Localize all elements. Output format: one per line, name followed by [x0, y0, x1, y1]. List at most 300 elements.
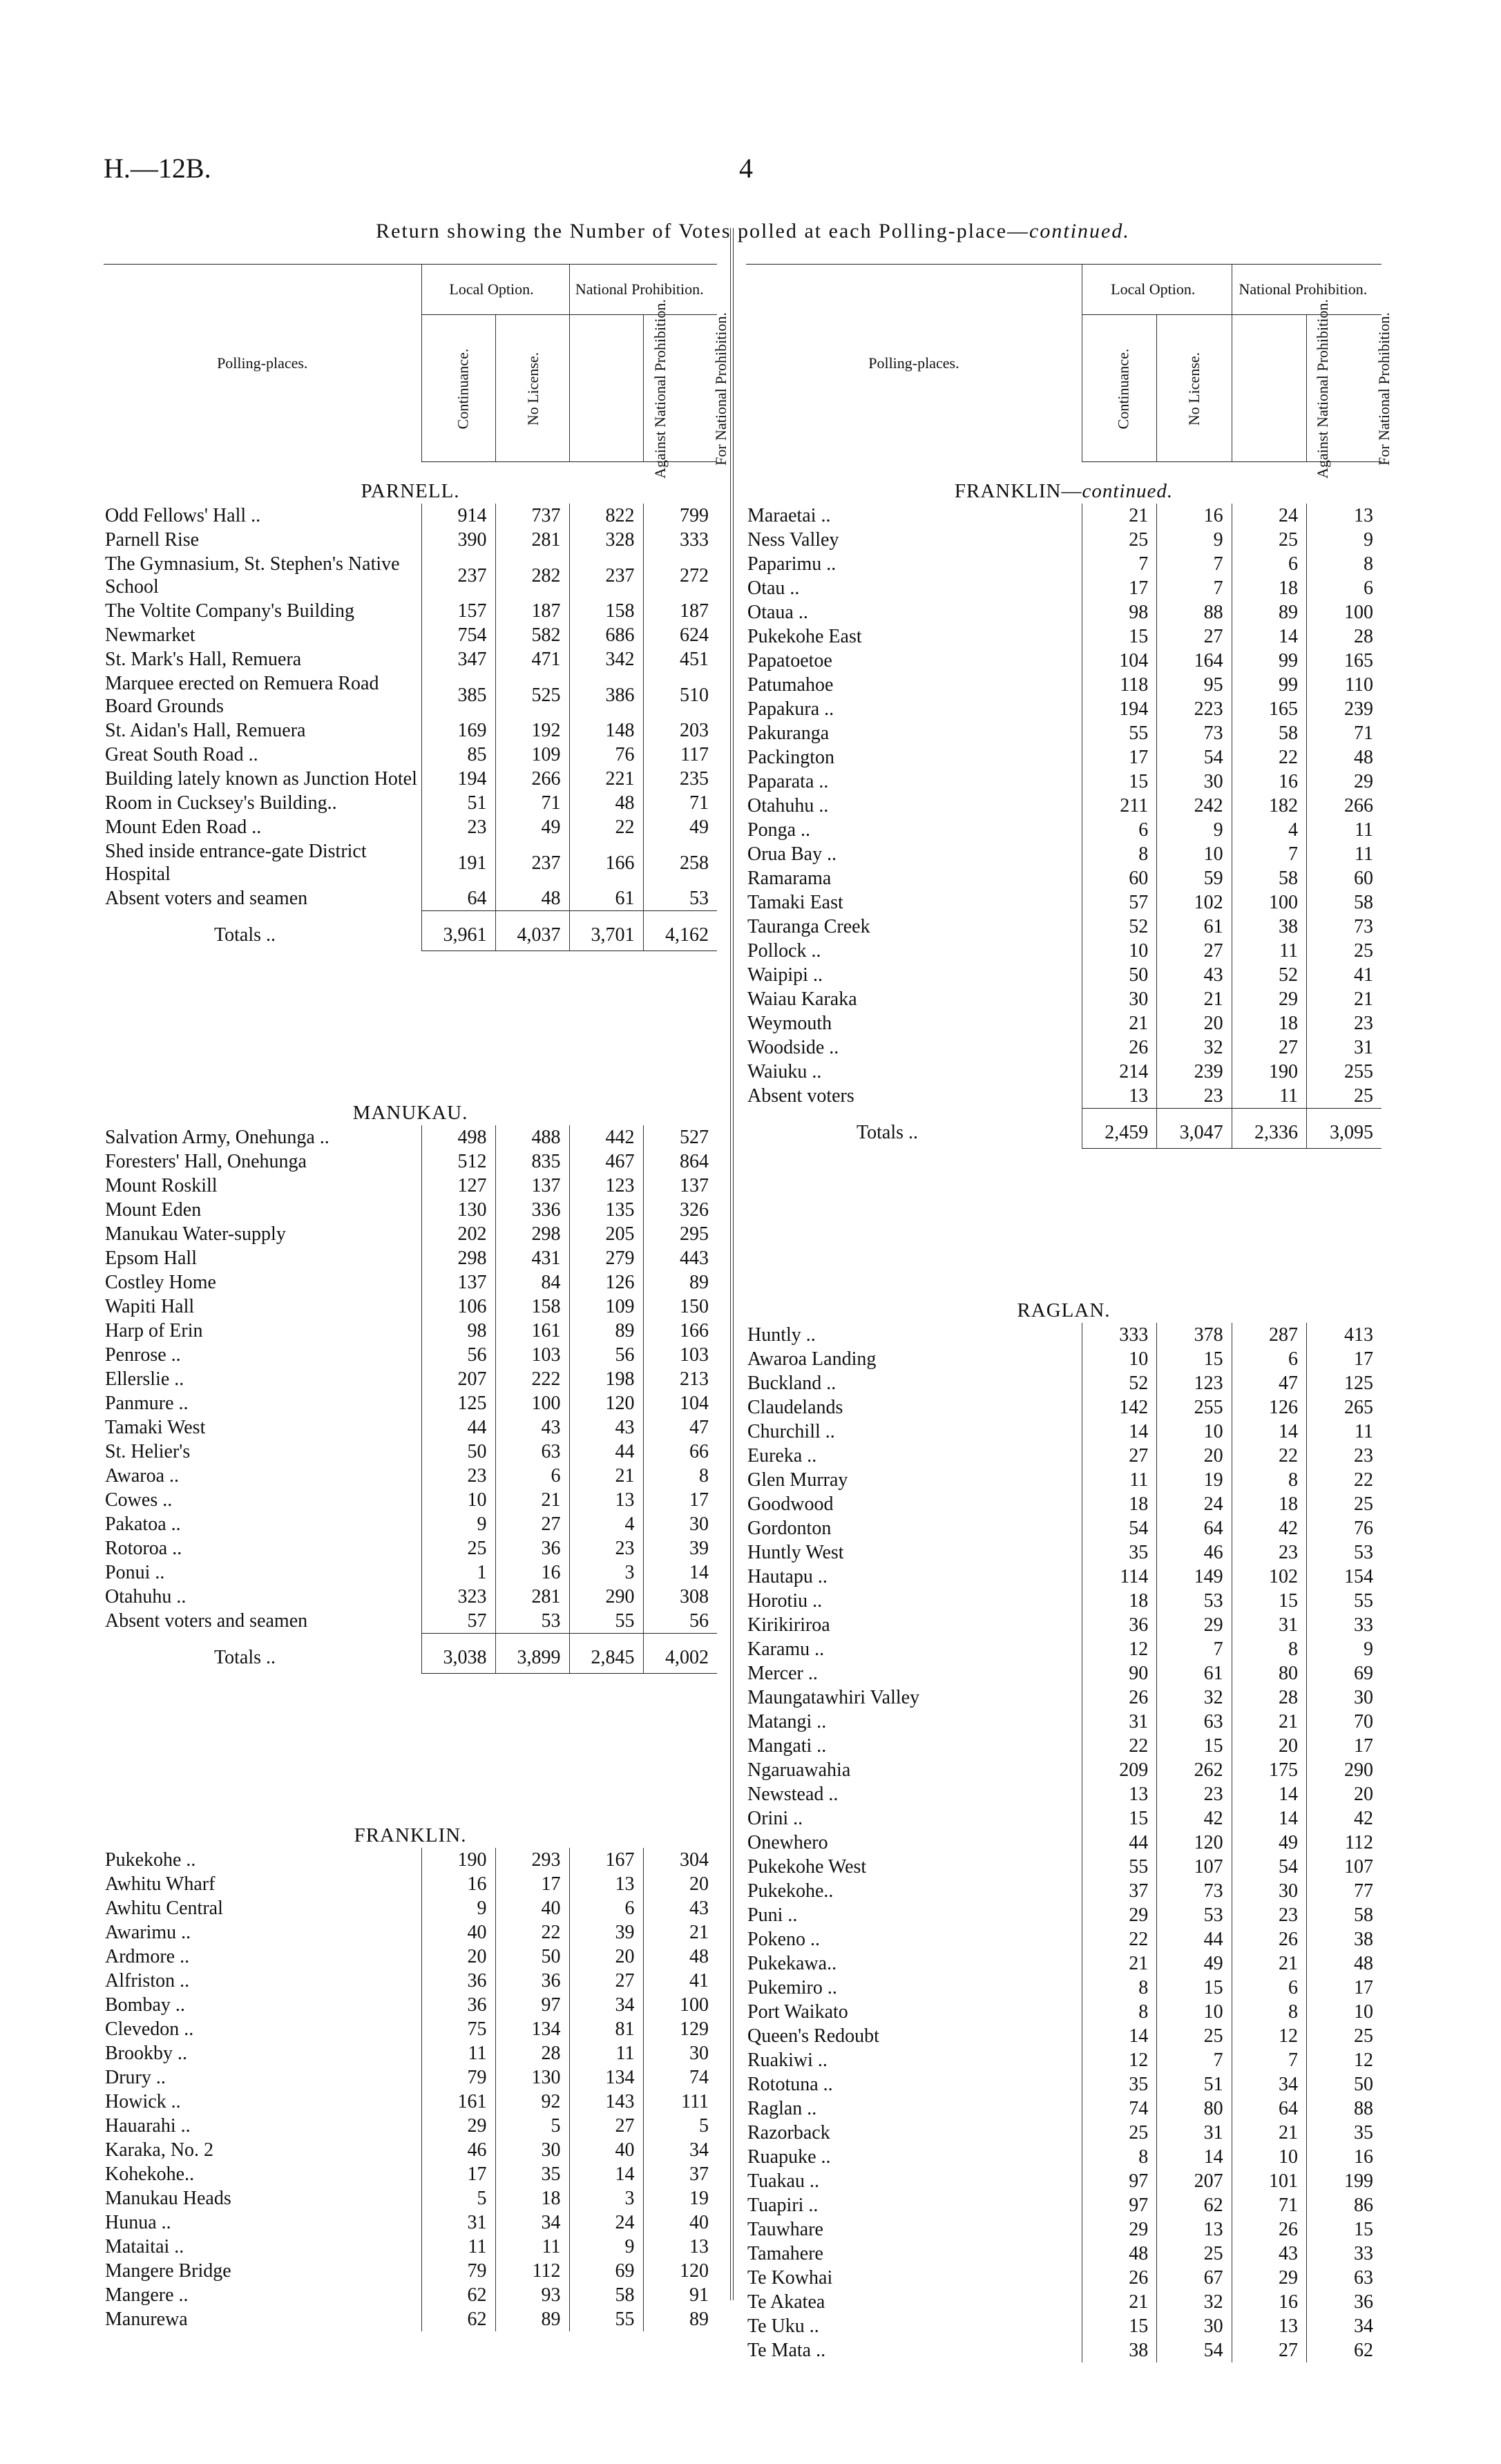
table-row [104, 623, 717, 647]
vote-count: 118 [1082, 673, 1156, 697]
table-row [746, 1734, 1382, 1758]
vote-count: 6 [569, 1896, 643, 1920]
vote-count: 92 [495, 2090, 569, 2114]
vote-count: 298 [421, 1246, 495, 1270]
polling-place-name: Puni .. [747, 1904, 798, 1926]
table-row [104, 767, 717, 791]
vote-count: 239 [1307, 697, 1382, 721]
vote-count: 129 [643, 2017, 717, 2041]
vote-count: 97 [1082, 2193, 1156, 2217]
table-row [746, 939, 1382, 963]
table-row [746, 1565, 1382, 1589]
vote-count: 79 [421, 2259, 495, 2283]
header-no-license: No License. [524, 352, 542, 426]
vote-count: 44 [569, 1440, 643, 1464]
polling-place-name: Ellerslie .. [105, 1368, 184, 1390]
polling-place-name: Maungatawhiri Valley [747, 1687, 920, 1708]
table-row [104, 791, 717, 815]
vote-count: 3 [569, 1560, 643, 1585]
vote-count: 137 [495, 1174, 569, 1198]
table-row [104, 2259, 717, 2283]
vote-count: 10 [1082, 1347, 1156, 1371]
vote-count: 17 [1307, 1734, 1382, 1758]
table-row [746, 770, 1382, 794]
title-continued: continued. [1029, 220, 1130, 242]
polling-place-name: Tauranga Creek [747, 916, 870, 937]
vote-count: 35 [1307, 2121, 1382, 2145]
vote-count: 29 [1157, 1613, 1232, 1637]
vote-count: 30 [1157, 2314, 1232, 2338]
vote-count: 39 [643, 1536, 717, 1560]
vote-count: 55 [1082, 721, 1156, 745]
table-row [746, 1323, 1382, 1347]
vote-count: 60 [1307, 866, 1382, 890]
table-row [746, 745, 1382, 770]
table-row [104, 1560, 717, 1585]
vote-count: 52 [1232, 963, 1306, 987]
vote-count: 125 [1307, 1371, 1382, 1395]
vote-count: 23 [1307, 1011, 1382, 1035]
polling-place-name: Awaroa .. [105, 1465, 180, 1487]
vote-count: 190 [1232, 1060, 1306, 1084]
vote-count: 50 [1082, 963, 1156, 987]
totals-label: Totals .. [214, 924, 276, 946]
vote-count: 5 [421, 2186, 495, 2210]
table-row [104, 647, 717, 671]
table-row [104, 2210, 717, 2235]
vote-count: 336 [495, 1198, 569, 1222]
vote-count: 76 [1307, 1516, 1382, 1540]
vote-count: 323 [421, 1585, 495, 1609]
vote-count: 98 [1082, 600, 1156, 624]
vote-count: 64 [1232, 2097, 1306, 2121]
vote-count: 6 [1232, 1347, 1306, 1371]
vote-count: 43 [643, 1896, 717, 1920]
polling-place-name: Huntly .. [747, 1324, 816, 1346]
vote-count: 23 [1157, 1782, 1232, 1806]
vote-count: 214 [1082, 1060, 1156, 1084]
vote-count: 9 [1157, 818, 1232, 842]
vote-count: 26 [1232, 2217, 1306, 2242]
table-row [746, 2338, 1382, 2362]
polling-place-name: Foresters' Hall, Onehunga [105, 1151, 307, 1172]
table-row [104, 2162, 717, 2186]
vote-count: 686 [569, 623, 643, 647]
vote-count: 25 [1157, 2242, 1232, 2266]
vote-count: 149 [1157, 1565, 1232, 1589]
vote-count: 31 [421, 2210, 495, 2235]
polling-place-name: Onewhero [747, 1832, 828, 1853]
vote-count: 31 [1232, 1613, 1306, 1637]
vote-count: 63 [1157, 1710, 1232, 1734]
polling-place-name: Kirikiriroa [747, 1614, 830, 1636]
table-row [746, 1976, 1382, 2000]
vote-count: 99 [1232, 673, 1306, 697]
vote-count: 53 [495, 1609, 569, 1634]
vote-count: 27 [1157, 624, 1232, 649]
polling-place-name: Patumahoe [747, 674, 834, 696]
vote-count: 8 [1232, 2000, 1306, 2024]
table-row [104, 1222, 717, 1246]
polling-place-name: Waipipi .. [747, 964, 823, 986]
vote-count: 21 [1157, 987, 1232, 1011]
vote-count: 93 [495, 2283, 569, 2307]
table-row [746, 1710, 1382, 1734]
table-row [746, 2121, 1382, 2145]
vote-count: 20 [1232, 1734, 1306, 1758]
vote-count: 70 [1307, 1710, 1382, 1734]
vote-count: 109 [569, 1295, 643, 1319]
polling-place-name: Otahuhu .. [105, 1586, 187, 1607]
vote-count: 30 [1307, 1685, 1382, 1710]
vote-count: 40 [569, 2138, 643, 2162]
vote-count: 237 [421, 552, 495, 599]
vote-count: 8 [1232, 1637, 1306, 1661]
vote-count: 29 [1232, 987, 1306, 1011]
vote-count: 12 [1082, 2048, 1156, 2072]
vote-count: 9 [421, 1512, 495, 1536]
table-row [104, 839, 717, 886]
polling-place-name: Absent voters and seamen [105, 1610, 308, 1632]
table-row [746, 2217, 1382, 2242]
vote-count: 8 [1232, 1468, 1306, 1492]
vote-count: 30 [1082, 987, 1156, 1011]
vote-count: 58 [1307, 890, 1382, 915]
vote-count: 50 [1307, 2072, 1382, 2097]
left-table [104, 264, 729, 2331]
vote-count: 16 [1307, 2145, 1382, 2169]
polling-place-name: Orua Bay .. [747, 843, 837, 865]
polling-place-name: Tamaki West [105, 1417, 206, 1438]
polling-place-name: Weymouth [747, 1013, 832, 1034]
vote-count: 9 [1307, 528, 1382, 552]
totals-row [104, 911, 717, 951]
vote-count: 21 [495, 1488, 569, 1512]
vote-count: 510 [643, 671, 717, 718]
vote-count: 19 [1157, 1468, 1232, 1492]
vote-count: 5 [643, 2114, 717, 2138]
table-row [104, 1198, 717, 1222]
polling-place-name: Ruapuke .. [747, 2146, 831, 2168]
polling-place-name: Pukekohe East [747, 626, 862, 647]
vote-count: 63 [1307, 2266, 1382, 2290]
district-continued: continued. [1082, 480, 1174, 502]
polling-place-name: Churchill .. [747, 1421, 835, 1442]
total-count: 2,459 [1082, 1109, 1156, 1149]
polling-place-name: Harp of Erin [105, 1320, 203, 1341]
vote-count: 6 [495, 1464, 569, 1488]
vote-count: 120 [1157, 1831, 1232, 1855]
vote-count: 120 [643, 2259, 717, 2283]
vote-count: 48 [495, 886, 569, 911]
vote-count: 914 [421, 504, 495, 528]
table-row [746, 2024, 1382, 2048]
vote-count: 37 [643, 2162, 717, 2186]
vote-count: 17 [1307, 1976, 1382, 2000]
polling-place-name: Tauwhare [747, 2219, 823, 2240]
vote-count: 91 [643, 2283, 717, 2307]
table-row [104, 1174, 717, 1198]
vote-count: 10 [421, 1488, 495, 1512]
page-number: 4 [739, 153, 753, 184]
vote-count: 21 [1232, 2121, 1306, 2145]
section-heading [746, 1281, 1382, 1323]
vote-count: 49 [495, 815, 569, 839]
vote-count: 191 [421, 839, 495, 886]
vote-count: 7 [1232, 842, 1306, 866]
vote-count: 43 [1232, 2242, 1306, 2266]
vote-count: 43 [495, 1415, 569, 1440]
vote-count: 304 [643, 1848, 717, 1872]
vote-count: 18 [1082, 1589, 1156, 1613]
polling-place-name: Mangati .. [747, 1735, 827, 1757]
vote-count: 281 [495, 528, 569, 552]
vote-count: 26 [1082, 2266, 1156, 2290]
table-row [746, 987, 1382, 1011]
vote-count: 21 [1232, 1710, 1306, 1734]
vote-count: 107 [1157, 1855, 1232, 1879]
vote-count: 20 [643, 1872, 717, 1896]
vote-count: 32 [1157, 2290, 1232, 2314]
table-row [746, 1468, 1382, 1492]
vote-count: 26 [1082, 1035, 1156, 1060]
vote-count: 40 [421, 1920, 495, 1945]
table-row [104, 599, 717, 623]
vote-count: 38 [1232, 915, 1306, 939]
table-row [746, 1395, 1382, 1420]
polling-place-name: The Gymnasium, St. Stephen's Native School [105, 553, 400, 598]
table-row [746, 1637, 1382, 1661]
polling-place-name: Clevedon .. [105, 2018, 194, 2040]
polling-place-name: Paparimu .. [747, 553, 836, 575]
vote-count: 25 [1307, 1492, 1382, 1516]
vote-count: 89 [495, 2307, 569, 2331]
table-row [746, 1540, 1382, 1565]
vote-count: 21 [1307, 987, 1382, 1011]
vote-count: 143 [569, 2090, 643, 2114]
vote-count: 26 [1082, 1685, 1156, 1710]
table-row [104, 1609, 717, 1634]
vote-count: 22 [1232, 745, 1306, 770]
table-row [746, 2169, 1382, 2193]
table-row [746, 721, 1382, 745]
table-row [746, 1927, 1382, 1951]
totals-label: Totals .. [857, 1122, 919, 1143]
vote-count: 13 [1082, 1084, 1156, 1109]
vote-count: 11 [1307, 818, 1382, 842]
vote-count: 48 [1307, 745, 1382, 770]
vote-count: 25 [1307, 2024, 1382, 2048]
vote-count: 117 [643, 743, 717, 767]
vote-count: 14 [1157, 2145, 1232, 2169]
table-row [746, 1951, 1382, 1976]
vote-count: 18 [1232, 1011, 1306, 1035]
vote-count: 235 [643, 767, 717, 791]
table-row [746, 576, 1382, 600]
vote-count: 130 [421, 1198, 495, 1222]
polling-place-name: Pukemiro .. [747, 1977, 837, 1998]
table-row [104, 1512, 717, 1536]
vote-count: 98 [421, 1319, 495, 1343]
vote-count: 255 [1307, 1060, 1382, 1084]
vote-count: 54 [1232, 1855, 1306, 1879]
vote-count: 8 [643, 1464, 717, 1488]
vote-count: 431 [495, 1246, 569, 1270]
table-row [746, 1084, 1382, 1109]
vote-count: 22 [1232, 1444, 1306, 1468]
vote-count: 308 [643, 1585, 717, 1609]
district-name: PARNELL. [361, 480, 460, 502]
vote-count: 167 [569, 1848, 643, 1872]
table-row [104, 2138, 717, 2162]
vote-count: 198 [569, 1367, 643, 1391]
polling-place-name: Bombay .. [105, 1994, 185, 2016]
vote-count: 6 [1232, 552, 1306, 576]
polling-place-name: Costley Home [105, 1272, 216, 1293]
vote-count: 79 [421, 2065, 495, 2090]
polling-place-name: Packington [747, 747, 834, 768]
vote-count: 22 [495, 1920, 569, 1945]
polling-place-name: Mangere .. [105, 2284, 189, 2306]
polling-place-name: Pakuranga [747, 723, 830, 744]
polling-place-name: Pukekawa.. [747, 1953, 837, 1974]
table-row [746, 915, 1382, 939]
table-row [746, 2145, 1382, 2169]
vote-count: 190 [421, 1848, 495, 1872]
vote-count: 737 [495, 504, 569, 528]
section-heading [104, 1806, 717, 1848]
header-for: For National Prohibition. [1375, 312, 1393, 466]
table-row [746, 624, 1382, 649]
vote-count: 51 [1157, 2072, 1232, 2097]
vote-count: 73 [1307, 915, 1382, 939]
vote-count: 7 [1082, 552, 1156, 576]
vote-count: 137 [421, 1270, 495, 1295]
polling-place-name: Ramarama [747, 868, 832, 889]
vote-count: 8 [1082, 1976, 1156, 2000]
table-row [104, 1848, 717, 1872]
polling-place-name: Odd Fellows' Hall .. [105, 505, 261, 526]
vote-count: 192 [495, 718, 569, 743]
vote-count: 25 [1232, 528, 1306, 552]
vote-count: 11 [421, 2041, 495, 2065]
polling-place-name: Te Akatea [747, 2291, 825, 2313]
vote-count: 126 [1232, 1395, 1306, 1420]
vote-count: 21 [1082, 1951, 1156, 1976]
vote-count: 39 [569, 1920, 643, 1945]
vote-count: 41 [643, 1969, 717, 1993]
vote-count: 50 [495, 1945, 569, 1969]
vote-count: 150 [643, 1295, 717, 1319]
vote-count: 54 [1082, 1516, 1156, 1540]
vote-count: 62 [1307, 2338, 1382, 2362]
vote-count: 15 [1157, 1734, 1232, 1758]
polling-place-name: The Voltite Company's Building [105, 600, 355, 622]
polling-place-name: Papatoetoe [747, 650, 832, 671]
vote-count: 488 [495, 1125, 569, 1149]
vote-count: 13 [1157, 2217, 1232, 2242]
vote-count: 34 [643, 2138, 717, 2162]
vote-count: 103 [643, 1343, 717, 1367]
vote-count: 498 [421, 1125, 495, 1149]
vote-count: 13 [569, 1872, 643, 1896]
table-row [104, 2307, 717, 2331]
vote-count: 199 [1307, 2169, 1382, 2193]
table-row [104, 2235, 717, 2259]
vote-count: 48 [643, 1945, 717, 1969]
vote-count: 88 [1157, 600, 1232, 624]
vote-count: 23 [1157, 1084, 1232, 1109]
vote-count: 41 [1307, 963, 1382, 987]
vote-count: 25 [421, 1536, 495, 1560]
vote-count: 18 [1082, 1492, 1156, 1516]
polling-place-name: Orini .. [747, 1808, 803, 1829]
table-row [104, 1440, 717, 1464]
vote-count: 33 [1307, 1613, 1382, 1637]
table-row [104, 743, 717, 767]
vote-count: 123 [569, 1174, 643, 1198]
polling-place-name: Rototuna .. [747, 2074, 833, 2095]
table-row [746, 1831, 1382, 1855]
vote-count: 28 [1307, 624, 1382, 649]
vote-count: 25 [1157, 2024, 1232, 2048]
vote-count: 15 [1082, 2314, 1156, 2338]
vote-count: 15 [1082, 1806, 1156, 1831]
polling-place-name: Salvation Army, Onehunga .. [105, 1127, 329, 1148]
table-row [746, 1060, 1382, 1084]
vote-count: 835 [495, 1149, 569, 1174]
table-row [104, 1488, 717, 1512]
vote-count: 8 [1082, 2000, 1156, 2024]
vote-count: 66 [643, 1440, 717, 1464]
vote-count: 16 [495, 1560, 569, 1585]
vote-count: 42 [1157, 1806, 1232, 1831]
vote-count: 89 [643, 2307, 717, 2331]
polling-place-name: Mataitai .. [105, 2236, 184, 2257]
vote-count: 221 [569, 767, 643, 791]
vote-count: 34 [495, 2210, 569, 2235]
vote-count: 62 [421, 2283, 495, 2307]
table-row [104, 1415, 717, 1440]
polling-place-name: Drury .. [105, 2067, 166, 2088]
polling-place-name: Goodwood [747, 1493, 834, 1515]
header-against: Against National Prohibition. [651, 298, 669, 479]
section-spacer [104, 951, 717, 1085]
vote-count: 222 [495, 1367, 569, 1391]
vote-count: 864 [643, 1149, 717, 1174]
polling-place-name: Penrose .. [105, 1344, 181, 1366]
polling-place-name: Shed inside entrance-gate District Hospital [105, 841, 367, 885]
vote-count: 27 [495, 1512, 569, 1536]
vote-count: 25 [1082, 528, 1156, 552]
polling-place-name: Building lately known as Junction Hotel [105, 768, 417, 790]
vote-count: 175 [1232, 1758, 1306, 1782]
vote-count: 4 [1232, 818, 1306, 842]
polling-place-name: Waiau Karaka [747, 989, 857, 1010]
vote-count: 8 [1082, 2145, 1156, 2169]
vote-count: 12 [1307, 2048, 1382, 2072]
vote-count: 442 [569, 1125, 643, 1149]
vote-count: 169 [421, 718, 495, 743]
vote-count: 60 [1082, 866, 1156, 890]
vote-count: 100 [495, 1391, 569, 1415]
vote-count: 88 [1307, 2097, 1382, 2121]
vote-count: 17 [1307, 1347, 1382, 1371]
vote-count: 104 [1082, 649, 1156, 673]
polling-place-name: Pukekohe.. [747, 1880, 834, 1902]
table-row [746, 1879, 1382, 1903]
vote-count: 27 [569, 1969, 643, 1993]
